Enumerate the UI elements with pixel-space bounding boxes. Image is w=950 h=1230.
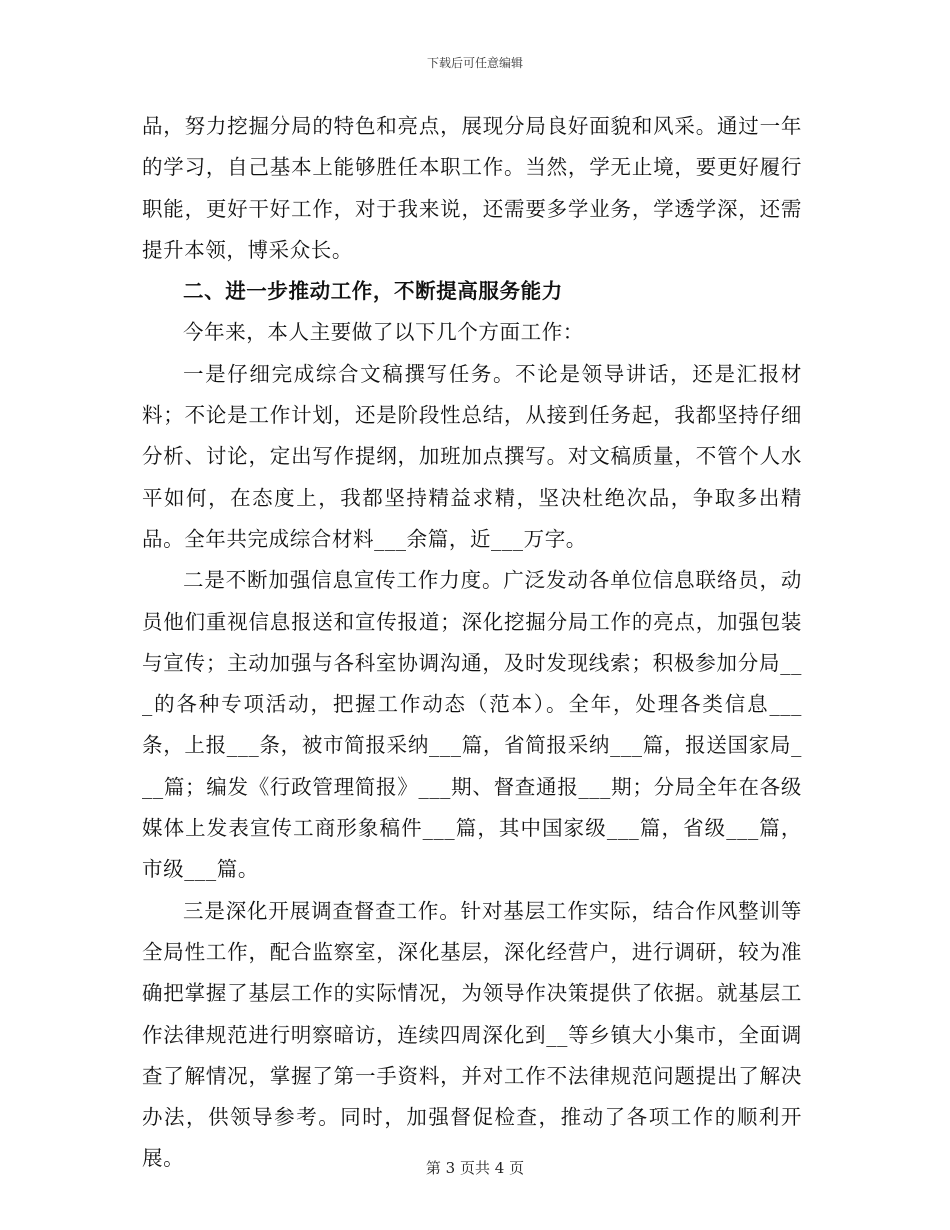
- page-footer: 第 3 页共 4 页: [425, 1159, 525, 1177]
- section-heading: 二、进一步推动工作，不断提高服务能力: [183, 279, 563, 304]
- paragraph-intro: 今年来，本人主要做了以下几个方面工作：: [183, 320, 584, 345]
- paragraph-continued: 品，努力挖掘分局的特色和亮点，展现分局良好面貌和风采。通过一年的学习，自己基本上能够胜任本职工作。当然，学无止境，要更好履行职能，更好干好工作，对于我来说，还需要多学业务，学透学深，还需提升本领，博采众长。: [142, 114, 802, 262]
- page-header: 下载后可任意编辑: [426, 56, 523, 70]
- paragraph-item-1: 一是仔细完成综合文稿撰写任务。不论是领导讲话，还是汇报材料；不论是工作计划，还是阶段性总结，从接到任务起，我都坚持仔细分析、讨论，定出写作提纲，加班加点撰写。对文稿质量，不管个人水平如何，在态度上，我都坚持精益求精，坚决杜绝次品，争取多出精品。全年共完成综合材料___余篇，近___万字。: [142, 361, 802, 551]
- paragraph-item-3: 三是深化开展调查督查工作。针对基层工作实际，结合作风整训等全局性工作，配合监察室，深化基层，深化经营户，进行调研，较为准确把掌握了基层工作的实际情况，为领导作决策提供了依据。就基层工作法律规范进行明察暗访，连续四周深化到__等乡镇大小集市，全面调查了解情况，掌握了第一手资料，并对工作不法律规范问题提出了解决办法，供领导参考。同时，加强督促检查，推动了各项工作的顺利开展。: [142, 898, 802, 1171]
- document-body: [142, 106, 802, 1180]
- paragraph-item-2: 二是不断加强信息宣传工作力度。广泛发动各单位信息联络员，动员他们重视信息报送和宣传报道；深化挖掘分局工作的亮点，加强包装与宣传；主动加强与各科室协调沟通，及时发现线索；积极参加分局___的各种专项活动，把握工作动态（范本）。全年，处理各类信息___条，上报___条，被市简报采纳___篇，省简报采纳___篇，报送国家局___篇；编发《行政管理简报》___期、督查通报___期；分局全年在各级媒体上发表宣传工商形象稿件___篇，其中国家级___篇，省级___篇，市级___篇。: [142, 568, 802, 882]
